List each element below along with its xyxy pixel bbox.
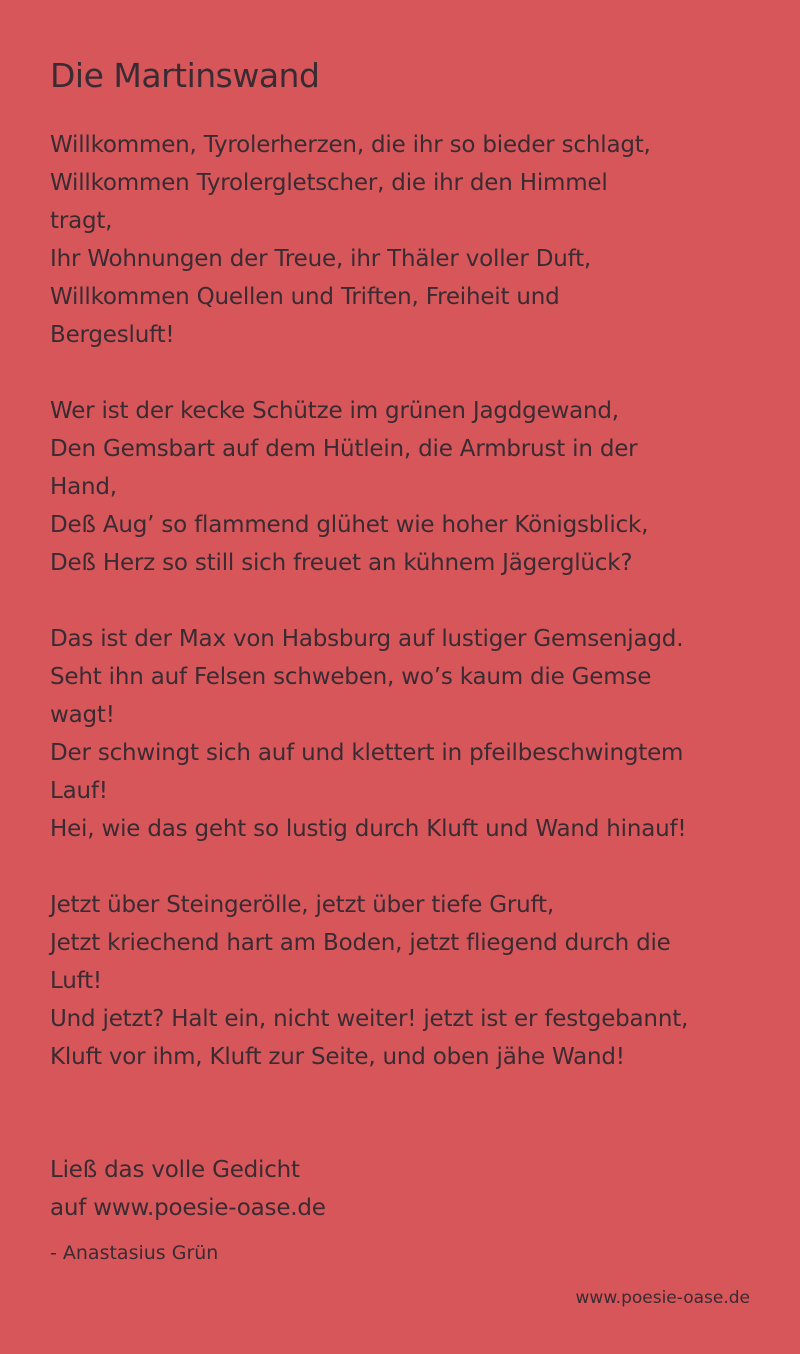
stanza-3 xyxy=(50,620,760,848)
poem-line: Jetzt über Steingerölle, jetzt über tiefe Gruft, xyxy=(50,892,554,918)
stanza-gap xyxy=(50,582,760,620)
poem-line: Bergesluft! xyxy=(50,322,175,348)
stanza-gap xyxy=(50,848,760,886)
poem-line: Deß Herz so still sich freuet an kühnem Jägerglück? xyxy=(50,550,633,576)
poem-line: Lauf! xyxy=(50,778,108,804)
full-poem-note-line: Ließ das volle Gedicht xyxy=(50,1157,300,1183)
poem-line: Und jetzt? Halt ein, nicht weiter! jetzt ist er festgebannt, xyxy=(50,1006,689,1032)
poem-line: Luft! xyxy=(50,968,102,994)
poem-line: Willkommen, Tyrolerherzen, die ihr so bieder schlagt, xyxy=(50,132,651,158)
poem-line: Kluft vor ihm, Kluft zur Seite, und oben jähe Wand! xyxy=(50,1044,625,1070)
poem-line: Deß Aug’ so flammend glühet wie hoher Königsblick, xyxy=(50,512,649,538)
poem-line: Willkommen Quellen und Triften, Freiheit und xyxy=(50,284,560,310)
poem-line: Seht ihn auf Felsen schweben, wo’s kaum die Gemse xyxy=(50,664,652,690)
poem-author: - Anastasius Grün xyxy=(50,1242,219,1264)
stanza-2 xyxy=(50,392,760,582)
poem-line: Jetzt kriechend hart am Boden, jetzt fliegend durch die xyxy=(50,930,671,956)
poem-line: tragt, xyxy=(50,208,113,234)
site-watermark: www.poesie-oase.de xyxy=(575,1288,750,1308)
poem-title: Die Martinswand xyxy=(50,56,320,95)
poem-line: Den Gemsbart auf dem Hütlein, die Armbrust in der xyxy=(50,436,638,462)
full-poem-note-line: auf www.poesie-oase.de xyxy=(50,1195,326,1221)
poem-line: Das ist der Max von Habsburg auf lustiger Gemsenjagd. xyxy=(50,626,684,652)
poem-body xyxy=(50,126,760,1076)
poem-line: wagt! xyxy=(50,702,115,728)
poem-line: Der schwingt sich auf und klettert in pfeilbeschwingtem xyxy=(50,740,684,766)
stanza-4 xyxy=(50,886,760,1076)
stanza-1 xyxy=(50,126,760,354)
full-poem-note xyxy=(50,1151,326,1227)
stanza-gap xyxy=(50,354,760,392)
poem-line: Hei, wie das geht so lustig durch Kluft und Wand hinauf! xyxy=(50,816,687,842)
poem-line: Wer ist der kecke Schütze im grünen Jagdgewand, xyxy=(50,398,619,424)
poem-line: Ihr Wohnungen der Treue, ihr Thäler voller Duft, xyxy=(50,246,592,272)
poem-line: Willkommen Tyrolergletscher, die ihr den Himmel xyxy=(50,170,608,196)
poem-line: Hand, xyxy=(50,474,117,500)
